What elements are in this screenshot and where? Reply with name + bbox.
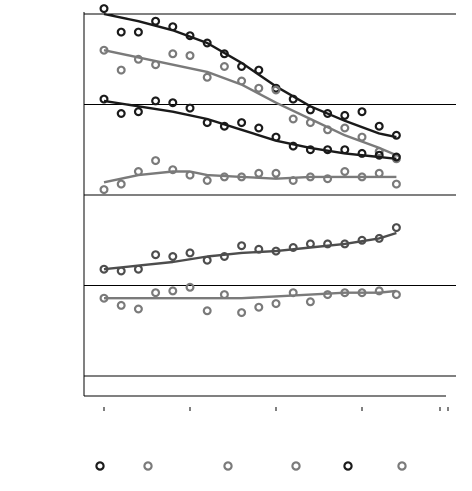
series-1-point-5 (187, 52, 194, 59)
series-2-point-10 (273, 134, 280, 141)
series-3-point-10 (273, 170, 280, 177)
series-1-point-13 (324, 126, 331, 133)
series-3-point-17 (393, 181, 400, 188)
series-0-point-11 (290, 96, 297, 103)
series-1-point-15 (359, 134, 366, 141)
series-4-point-6 (204, 257, 211, 264)
series-3-point-0 (101, 186, 108, 193)
series-0-point-15 (359, 108, 366, 115)
series-1-point-12 (307, 119, 314, 126)
series-2-point-12 (307, 146, 314, 153)
legend-marker-0 (96, 462, 103, 469)
series-3-point-3 (152, 157, 159, 164)
series-0-point-17 (393, 132, 400, 139)
series-0-point-16 (376, 123, 383, 130)
series-3-point-6 (204, 177, 211, 184)
series-2-point-2 (135, 108, 142, 115)
series-2-trend-line (104, 101, 396, 159)
series-4-point-2 (135, 266, 142, 273)
series-3-point-1 (118, 181, 125, 188)
series-5-point-9 (255, 304, 262, 311)
series-3-point-11 (290, 177, 297, 184)
series-2-point-9 (255, 125, 262, 132)
series-5-point-17 (393, 291, 400, 298)
series-3-point-4 (169, 166, 176, 173)
series-1-point-9 (255, 85, 262, 92)
series-2-point-17 (393, 154, 400, 161)
series-2-point-15 (359, 150, 366, 157)
series-0-point-1 (118, 29, 125, 36)
series-0-trend-line (104, 14, 396, 137)
series-2-point-8 (238, 119, 245, 126)
series-3-point-5 (187, 172, 194, 179)
series-1-point-7 (221, 63, 228, 70)
series-2-point-4 (169, 99, 176, 106)
series-1-point-0 (101, 47, 108, 54)
series-5-point-10 (273, 300, 280, 307)
series-4-point-7 (221, 253, 228, 260)
series-4-point-11 (290, 244, 297, 251)
series-0-point-2 (135, 29, 142, 36)
series-3-point-14 (341, 168, 348, 175)
legend-marker-4 (344, 462, 351, 469)
series-5-point-12 (307, 298, 314, 305)
legend-marker-5 (398, 462, 405, 469)
series-4-point-4 (169, 253, 176, 260)
series-0-point-3 (152, 18, 159, 25)
series-3-point-9 (255, 170, 262, 177)
series-1-point-6 (204, 74, 211, 81)
series-5-point-4 (169, 288, 176, 295)
series-1-trend-line (104, 50, 396, 155)
series-1-point-8 (238, 78, 245, 85)
series-5-point-2 (135, 306, 142, 313)
series-3-point-13 (324, 175, 331, 182)
series-2-point-3 (152, 98, 159, 105)
series-2-point-0 (101, 96, 108, 103)
series-3-point-2 (135, 168, 142, 175)
series-5-point-3 (152, 289, 159, 296)
series-1-point-2 (135, 56, 142, 63)
series-3-point-16 (376, 170, 383, 177)
series-4-point-3 (152, 251, 159, 258)
series-5-point-16 (376, 288, 383, 295)
series-4-point-1 (118, 268, 125, 275)
series-0-point-9 (255, 67, 262, 74)
series-5-point-6 (204, 307, 211, 314)
legend-marker-1 (144, 462, 151, 469)
series-5-trend-line (104, 291, 396, 298)
series-0-point-0 (101, 5, 108, 12)
series-0-point-4 (169, 23, 176, 30)
series-1-point-11 (290, 116, 297, 123)
series-4-point-5 (187, 250, 194, 257)
series-5-point-8 (238, 309, 245, 316)
series-4-point-9 (255, 246, 262, 253)
series-1-point-14 (341, 125, 348, 132)
series-2-point-6 (204, 119, 211, 126)
series-5-point-7 (221, 291, 228, 298)
series-2-point-7 (221, 123, 228, 130)
series-4-point-17 (393, 224, 400, 231)
series-1-point-4 (169, 50, 176, 57)
series-2-point-14 (341, 146, 348, 153)
series-5-point-11 (290, 289, 297, 296)
series-4-point-8 (238, 242, 245, 249)
series-5-point-1 (118, 302, 125, 309)
series-5-point-5 (187, 284, 194, 291)
series-4-point-13 (324, 241, 331, 248)
series-2-point-11 (290, 143, 297, 150)
series-3-trend-line (104, 172, 396, 183)
legend-marker-3 (292, 462, 299, 469)
series-1-point-1 (118, 67, 125, 74)
series-0-point-14 (341, 112, 348, 119)
series-0-point-12 (307, 107, 314, 114)
series-1-point-10 (273, 87, 280, 94)
series-2-point-5 (187, 105, 194, 112)
series-4-trend-line (104, 233, 396, 269)
series-0-point-8 (238, 63, 245, 70)
series-1-point-3 (152, 61, 159, 68)
series-4-point-12 (307, 241, 314, 248)
series-2-point-1 (118, 110, 125, 117)
legend-marker-2 (224, 462, 231, 469)
